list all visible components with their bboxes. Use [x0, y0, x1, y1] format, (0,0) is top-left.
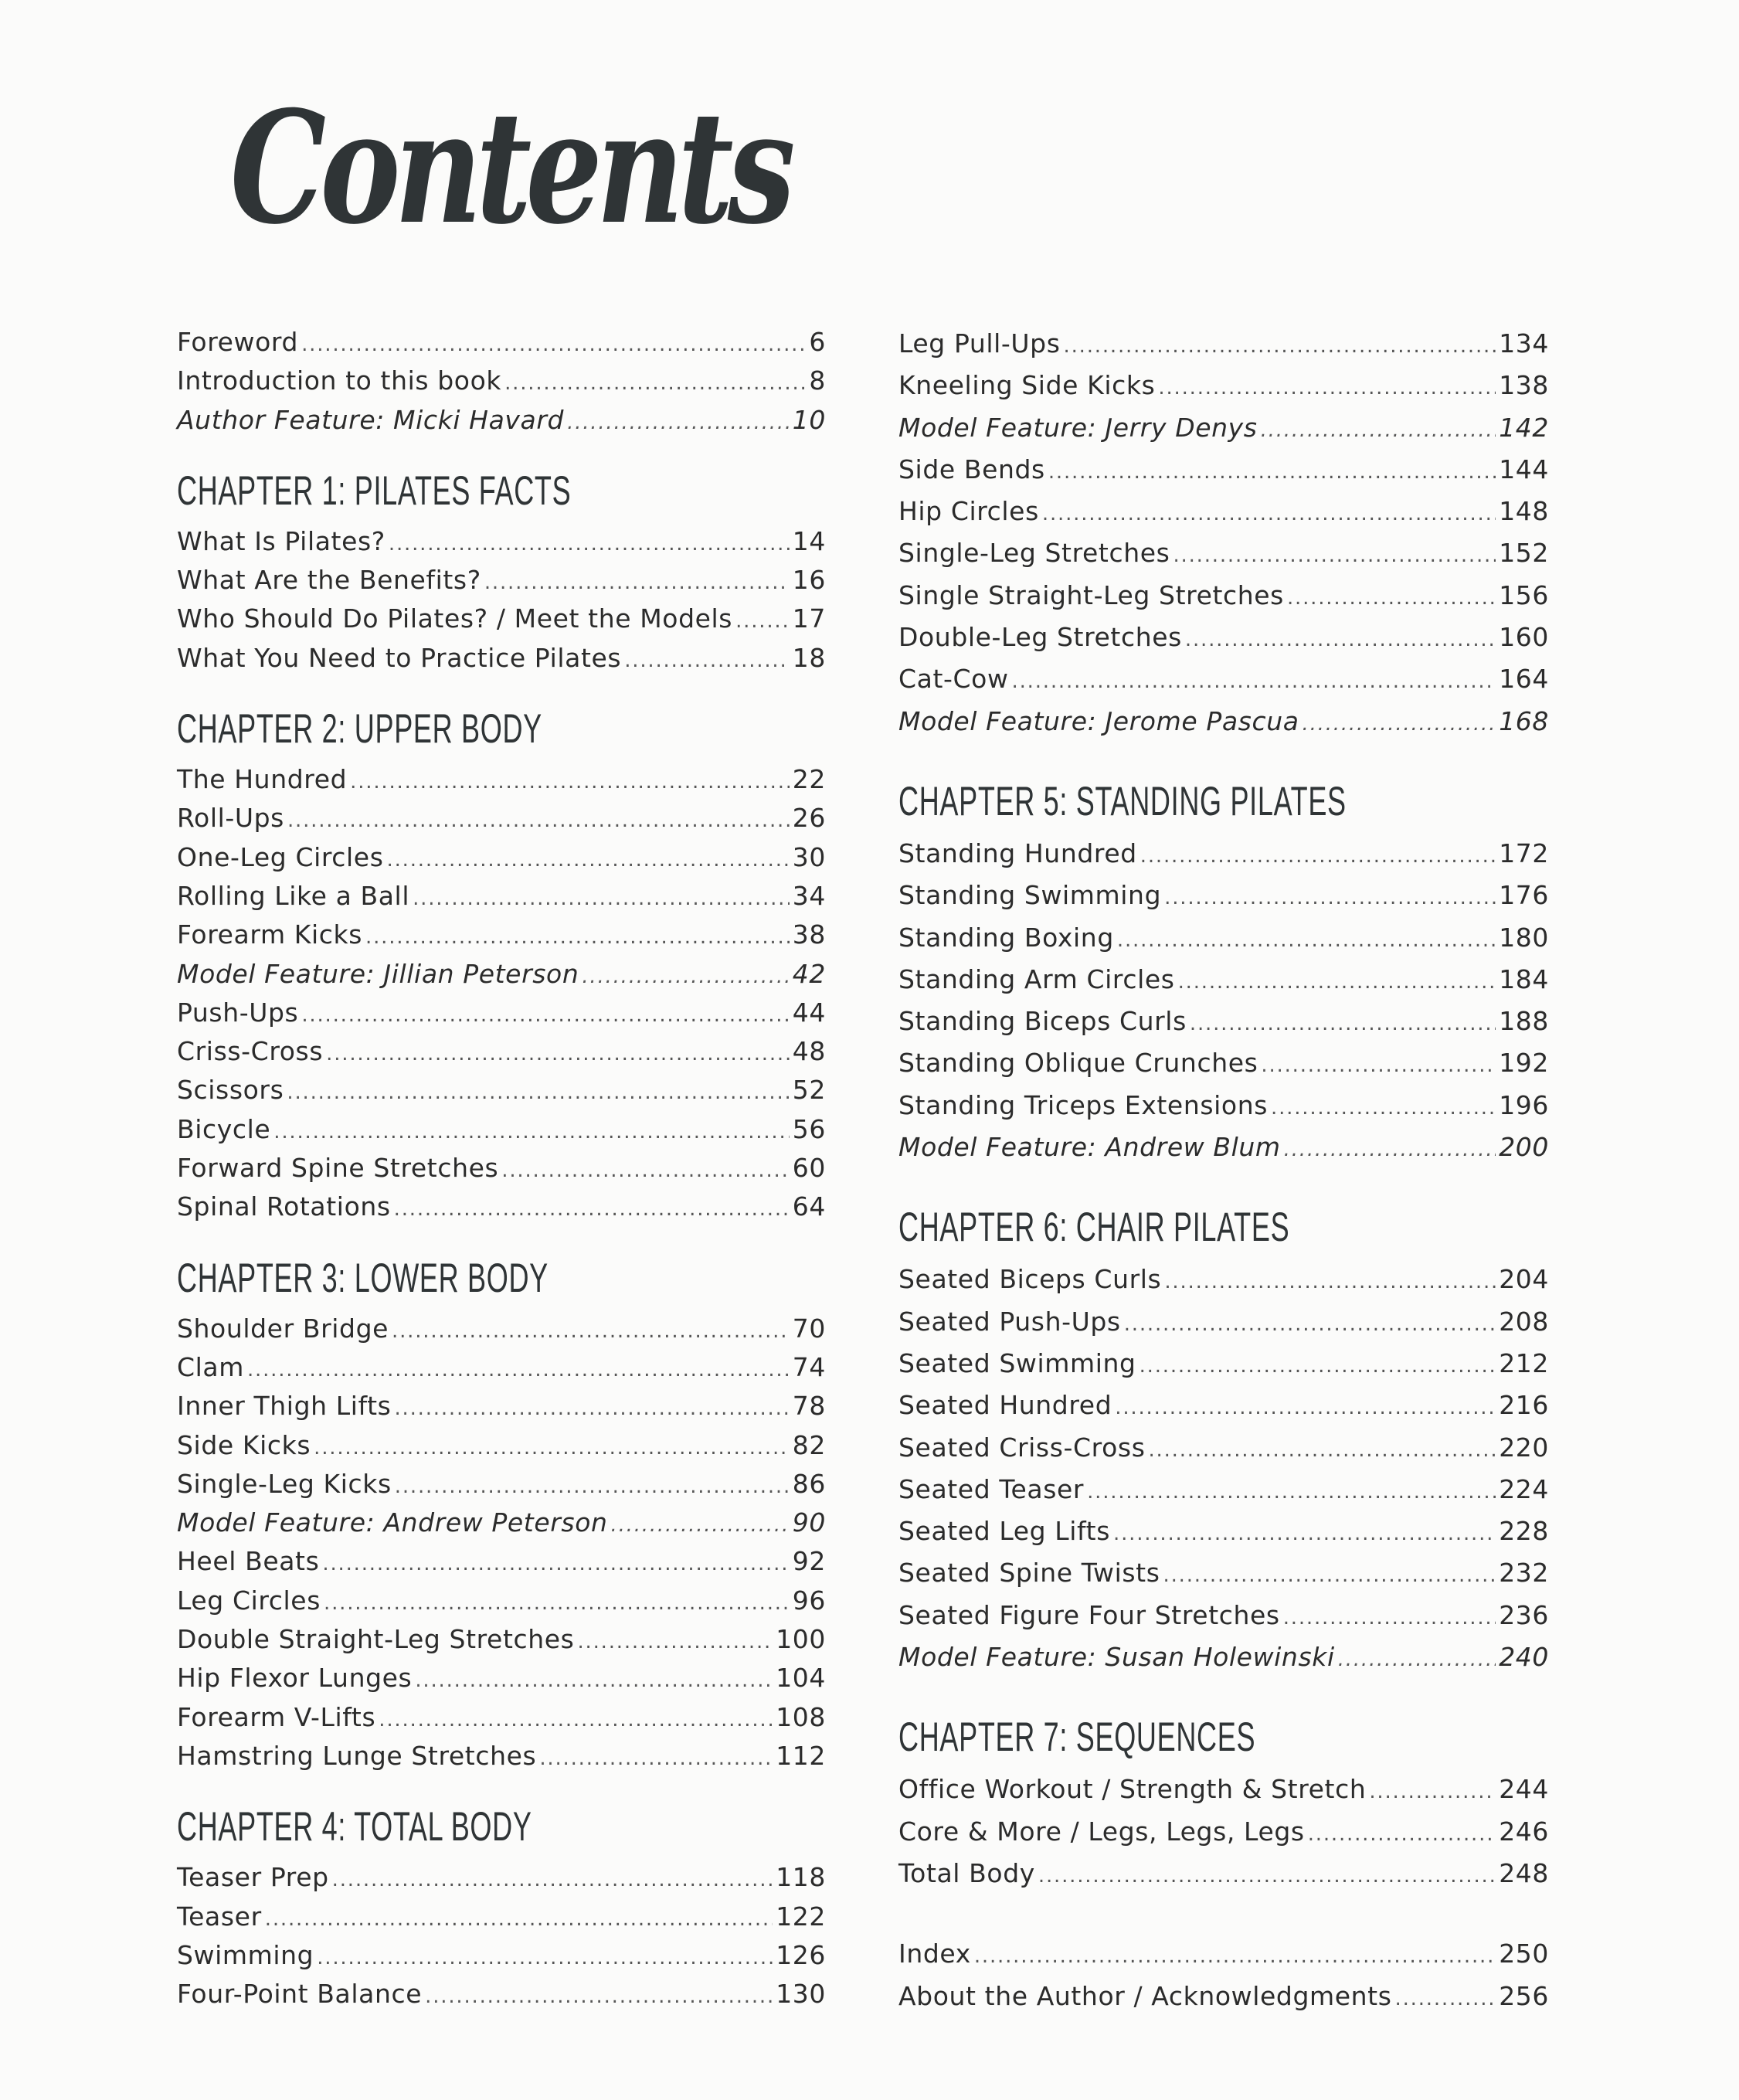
toc-entry-page-number: 184: [1499, 963, 1549, 994]
toc-entry[interactable]: [898, 1385, 1549, 1426]
toc-entry[interactable]: [177, 799, 826, 838]
toc-entry[interactable]: [177, 1582, 826, 1620]
toc-entry-label: Teaser: [177, 1901, 262, 1932]
toc-entry-page-number: 240: [1499, 1642, 1549, 1673]
toc-entry-page-number: 134: [1499, 328, 1549, 358]
toc-entry[interactable]: [177, 1426, 826, 1465]
dot-leader: [273, 1113, 790, 1151]
toc-entry-label: Bicycle: [177, 1113, 271, 1144]
toc-entry-page-number: 82: [792, 1429, 826, 1460]
toc-entry-page-number: 78: [792, 1391, 826, 1422]
toc-entry-page-number: 144: [1499, 454, 1549, 484]
toc-entry[interactable]: [177, 522, 826, 561]
toc-entry-page-number: 6: [809, 327, 826, 357]
dot-leader: [415, 1661, 773, 1700]
toc-entry-label: Model Feature: Jerry Denys: [898, 412, 1258, 443]
dot-leader: [1190, 1003, 1496, 1045]
toc-entry-label: Seated Teaser: [898, 1473, 1085, 1504]
toc-entry[interactable]: [898, 1853, 1549, 1894]
dot-leader: [1173, 535, 1496, 576]
toc-entry-page-number: 152: [1499, 538, 1549, 569]
toc-entry[interactable]: [898, 658, 1549, 700]
dot-leader: [624, 641, 790, 680]
dot-leader: [1185, 619, 1496, 661]
dot-leader: [265, 1900, 773, 1939]
toc-entry-label: Standing Triceps Extensions: [898, 1089, 1269, 1120]
toc-entry-page-number: 17: [792, 603, 826, 634]
toc-entry-label: Standing Biceps Curls: [898, 1006, 1187, 1037]
dot-leader: [326, 1035, 790, 1073]
dot-leader: [1064, 325, 1496, 367]
toc-entry[interactable]: [898, 1126, 1549, 1168]
toc-entry[interactable]: [898, 833, 1549, 875]
dot-leader: [1164, 877, 1496, 919]
toc-entry[interactable]: [898, 1343, 1549, 1385]
toc-entry[interactable]: [177, 1542, 826, 1581]
toc-entry[interactable]: [898, 1769, 1549, 1810]
toc-entry[interactable]: [177, 1737, 826, 1775]
chapter-heading: CHAPTER 5: STANDING PILATES: [898, 778, 1347, 824]
dot-leader: [379, 1701, 773, 1739]
toc-entry[interactable]: [898, 1301, 1549, 1343]
toc-entry-page-number: 42: [792, 958, 826, 989]
dot-leader: [389, 525, 790, 563]
dot-leader: [1164, 1261, 1496, 1303]
toc-entry-page-number: 256: [1499, 1980, 1549, 2011]
toc-entry[interactable]: [898, 1976, 1549, 2017]
toc-entry[interactable]: [898, 1933, 1549, 1975]
toc-entry-label: Seated Swimming: [898, 1347, 1136, 1378]
toc-entry[interactable]: [177, 1659, 826, 1697]
dot-leader: [394, 1190, 790, 1228]
toc-entry-label: Standing Boxing: [898, 922, 1114, 953]
dot-leader: [1117, 919, 1496, 961]
toc-entry[interactable]: [177, 1620, 826, 1659]
toc-entry-label: Double Straight-Leg Stretches: [177, 1624, 575, 1655]
dot-leader: [1369, 1771, 1496, 1813]
dot-leader: [484, 563, 790, 602]
toc-entry-label: Model Feature: Jillian Peterson: [177, 958, 579, 989]
toc-section: [898, 778, 1549, 1168]
toc-entry[interactable]: [898, 365, 1549, 406]
toc-entry[interactable]: [898, 1259, 1549, 1300]
toc-entry-label: Heel Beats: [177, 1546, 320, 1577]
toc-entry[interactable]: [177, 401, 826, 440]
toc-entry-label: Model Feature: Andrew Blum: [898, 1132, 1281, 1163]
dot-leader: [735, 602, 790, 641]
dot-leader: [1012, 661, 1496, 702]
toc-entry[interactable]: [898, 1427, 1549, 1469]
toc-entry[interactable]: [177, 561, 826, 600]
toc-entry[interactable]: [177, 639, 826, 678]
toc-entry-label: Model Feature: Susan Holewinski: [898, 1642, 1335, 1673]
toc-entry-page-number: 250: [1499, 1939, 1549, 1969]
dot-leader: [287, 1073, 789, 1112]
dot-leader: [1148, 1429, 1496, 1471]
toc-entry-page-number: 236: [1499, 1599, 1549, 1630]
toc-section: [898, 1714, 1549, 1894]
toc-entry[interactable]: [177, 1698, 826, 1737]
toc-entry-label: Forward Spine Stretches: [177, 1153, 499, 1184]
toc-entry-label: The Hundred: [177, 764, 348, 795]
toc-entry[interactable]: [177, 1465, 826, 1504]
dot-leader: [301, 996, 789, 1035]
dot-leader: [392, 1312, 790, 1351]
contents-left-column: [177, 323, 826, 2013]
toc-entry-page-number: 200: [1499, 1132, 1549, 1163]
toc-entry[interactable]: [898, 917, 1549, 959]
dot-leader: [324, 1584, 790, 1623]
toc-entry-label: Seated Spine Twists: [898, 1558, 1160, 1589]
dot-leader: [301, 325, 806, 364]
toc-entry[interactable]: [898, 323, 1549, 365]
chapter-heading: CHAPTER 3: LOWER BODY: [177, 1255, 549, 1301]
toc-entry-label: Teaser Prep: [177, 1862, 329, 1893]
toc-entry-page-number: 60: [792, 1153, 826, 1184]
toc-entry[interactable]: [177, 1348, 826, 1387]
dot-leader: [577, 1623, 773, 1661]
toc-entry[interactable]: [177, 1310, 826, 1348]
toc-entry-label: Who Should Do Pilates? / Meet the Models: [177, 603, 733, 634]
dot-leader: [1163, 1555, 1496, 1596]
toc-entry-page-number: 160: [1499, 622, 1549, 653]
toc-entry-label: Standing Swimming: [898, 880, 1162, 911]
toc-entry-label: Foreword: [177, 327, 299, 357]
toc-entry-label: Forearm V-Lifts: [177, 1701, 376, 1732]
dot-leader: [1283, 1597, 1496, 1639]
toc-entry[interactable]: [177, 955, 826, 994]
toc-entry[interactable]: [898, 407, 1549, 449]
toc-entry-page-number: 56: [792, 1113, 826, 1144]
toc-entry-page-number: 164: [1499, 664, 1549, 695]
toc-entry[interactable]: [177, 1071, 826, 1109]
toc-section: [177, 467, 826, 678]
toc-entry-page-number: 48: [792, 1036, 826, 1067]
toc-entry-page-number: 16: [792, 565, 826, 596]
toc-entry-page-number: 34: [792, 880, 826, 911]
toc-entry-label: What You Need to Practice Pilates: [177, 642, 622, 673]
toc-entry-page-number: 192: [1499, 1048, 1549, 1079]
toc-entry[interactable]: [177, 994, 826, 1032]
chapter-heading: CHAPTER 6: CHAIR PILATES: [898, 1205, 1290, 1251]
toc-entry-page-number: 126: [776, 1939, 826, 1970]
toc-entry[interactable]: [177, 916, 826, 954]
toc-entry-label: Model Feature: Jerome Pascua: [898, 705, 1299, 736]
dot-leader: [1303, 703, 1496, 745]
toc-entry-label: Standing Hundred: [898, 838, 1137, 868]
toc-entry-page-number: 196: [1499, 1089, 1549, 1120]
dot-leader: [317, 1939, 773, 1977]
toc-entry-page-number: 92: [792, 1546, 826, 1577]
toc-entry-page-number: 30: [792, 841, 826, 872]
toc-entry-page-number: 244: [1499, 1774, 1549, 1805]
toc-entry-page-number: 246: [1499, 1816, 1549, 1847]
toc-entry[interactable]: [177, 1110, 826, 1149]
dot-leader: [1261, 1045, 1496, 1086]
dot-leader: [314, 1429, 790, 1467]
toc-entry-label: Single Straight-Leg Stretches: [898, 579, 1284, 610]
toc-entry[interactable]: [898, 701, 1549, 742]
toc-entry-label: Clam: [177, 1351, 244, 1382]
dot-leader: [1271, 1087, 1496, 1129]
toc-entry-page-number: 216: [1499, 1390, 1549, 1421]
toc-entry-label: Hip Circles: [898, 496, 1039, 527]
toc-entry-label: Introduction to this book: [177, 365, 502, 396]
toc-entry-label: Cat-Cow: [898, 664, 1009, 695]
dot-leader: [974, 1935, 1496, 1977]
toc-entry-label: What Are the Benefits?: [177, 565, 481, 596]
toc-entry-page-number: 74: [792, 1351, 826, 1382]
toc-section: [898, 1207, 1549, 1678]
dot-leader: [1048, 451, 1496, 493]
toc-entry[interactable]: [177, 600, 826, 638]
dot-leader: [1115, 1387, 1496, 1429]
toc-entry-label: Kneeling Side Kicks: [898, 370, 1156, 401]
dot-leader: [1287, 577, 1496, 619]
toc-entry-page-number: 220: [1499, 1432, 1549, 1463]
dot-leader: [1178, 961, 1496, 1003]
toc-entry[interactable]: [898, 1552, 1549, 1594]
toc-entry-label: Single-Leg Stretches: [898, 538, 1170, 569]
toc-entry-label: Double-Leg Stretches: [898, 622, 1182, 653]
dot-leader: [322, 1544, 789, 1583]
dot-leader: [1284, 1129, 1496, 1171]
dot-leader: [365, 918, 790, 957]
dot-leader: [350, 763, 790, 801]
toc-entry-label: Push-Ups: [177, 997, 299, 1028]
toc-entry[interactable]: [177, 1149, 826, 1188]
dot-leader: [1338, 1639, 1496, 1680]
toc-entry-label: Single-Leg Kicks: [177, 1468, 392, 1499]
toc-entry-page-number: 168: [1499, 705, 1549, 736]
toc-section: [177, 1255, 826, 1776]
dot-leader: [504, 364, 806, 403]
toc-entry-page-number: 130: [776, 1979, 826, 2010]
toc-entry-label: Scissors: [177, 1075, 284, 1106]
toc-entry-label: Office Workout / Strength & Stretch: [898, 1774, 1367, 1805]
dot-leader: [1140, 835, 1496, 877]
toc-entry-label: Seated Leg Lifts: [898, 1516, 1111, 1547]
toc-entry-page-number: 148: [1499, 496, 1549, 527]
dot-leader: [567, 403, 790, 442]
dot-leader: [394, 1389, 789, 1428]
toc-entry[interactable]: [177, 1936, 826, 1975]
toc-entry-page-number: 14: [792, 525, 826, 556]
toc-entry[interactable]: [898, 959, 1549, 1001]
toc-entry-label: Hamstring Lunge Stretches: [177, 1740, 537, 1771]
toc-entry-label: Spinal Rotations: [177, 1191, 391, 1222]
dot-leader: [1140, 1345, 1496, 1387]
toc-entry[interactable]: [898, 875, 1549, 916]
toc-entry[interactable]: [177, 1387, 826, 1425]
toc-entry-label: Seated Hundred: [898, 1390, 1112, 1421]
toc-entry-page-number: 104: [776, 1663, 826, 1694]
toc-entry-page-number: 64: [792, 1191, 826, 1222]
toc-entry[interactable]: [898, 1811, 1549, 1853]
toc-section: [898, 1894, 1549, 2017]
toc-entry[interactable]: [177, 1188, 826, 1226]
toc-entry-label: Side Kicks: [177, 1429, 311, 1460]
toc-entry-label: Leg Pull-Ups: [898, 328, 1061, 358]
toc-entry[interactable]: [898, 1085, 1549, 1126]
dot-leader: [387, 841, 790, 879]
dot-leader: [1038, 1855, 1496, 1897]
toc-section: [177, 708, 826, 1227]
dot-leader: [1158, 367, 1496, 409]
toc-entry-page-number: 212: [1499, 1347, 1549, 1378]
toc-entry-label: About the Author / Acknowledgments: [898, 1980, 1392, 2011]
toc-entry-label: Four-Point Balance: [177, 1979, 423, 2010]
dot-leader: [1261, 409, 1496, 451]
toc-entry-label: One-Leg Circles: [177, 841, 384, 872]
toc-entry[interactable]: [177, 838, 826, 877]
toc-entry[interactable]: [177, 1975, 826, 2013]
toc-entry-page-number: 232: [1499, 1558, 1549, 1589]
toc-entry[interactable]: [177, 323, 826, 362]
toc-entry-label: What Is Pilates?: [177, 525, 386, 556]
dot-leader: [287, 801, 790, 840]
toc-entry-label: Side Bends: [898, 454, 1045, 484]
toc-entry-page-number: 112: [776, 1740, 826, 1771]
chapter-heading: CHAPTER 7: SEQUENCES: [898, 1714, 1256, 1761]
toc-entry-page-number: 142: [1499, 412, 1549, 443]
toc-entry-label: Roll-Ups: [177, 803, 284, 834]
toc-entry-page-number: 22: [792, 764, 826, 795]
toc-section: [898, 323, 1549, 742]
toc-entry-label: Swimming: [177, 1939, 314, 1970]
toc-entry[interactable]: [177, 1898, 826, 1936]
dot-leader: [611, 1506, 790, 1544]
toc-entry-page-number: 176: [1499, 880, 1549, 911]
toc-entry-page-number: 172: [1499, 838, 1549, 868]
toc-entry-page-number: 108: [776, 1701, 826, 1732]
toc-entry-label: Author Feature: Micki Havard: [177, 404, 565, 435]
toc-entry[interactable]: [177, 760, 826, 799]
toc-entry[interactable]: [898, 575, 1549, 617]
toc-entry-page-number: 96: [792, 1585, 826, 1616]
toc-entry-label: Rolling Like a Ball: [177, 880, 410, 911]
dot-leader: [425, 1977, 773, 2016]
dot-leader: [1124, 1303, 1496, 1345]
dot-leader: [247, 1351, 790, 1389]
toc-entry-label: Model Feature: Andrew Peterson: [177, 1507, 608, 1538]
toc-entry[interactable]: [898, 1001, 1549, 1042]
chapter-heading: CHAPTER 4: TOTAL BODY: [177, 1804, 532, 1850]
toc-entry-page-number: 228: [1499, 1516, 1549, 1547]
toc-entry-page-number: 52: [792, 1075, 826, 1106]
page-title: Contents: [230, 77, 790, 259]
toc-entry-page-number: 208: [1499, 1306, 1549, 1337]
toc-entry-page-number: 122: [776, 1901, 826, 1932]
dot-leader: [1395, 1978, 1496, 2020]
toc-entry-label: Hip Flexor Lunges: [177, 1663, 413, 1694]
dot-leader: [582, 957, 789, 996]
dot-leader: [1042, 493, 1496, 535]
toc-entry-label: Standing Arm Circles: [898, 963, 1175, 994]
toc-entry-label: Seated Push-Ups: [898, 1306, 1121, 1337]
dot-leader: [1113, 1513, 1496, 1555]
toc-entry-page-number: 138: [1499, 370, 1549, 401]
toc-entry[interactable]: [177, 1032, 826, 1071]
dot-leader: [501, 1151, 790, 1190]
dot-leader: [413, 879, 790, 918]
section-spacer: [898, 1894, 1549, 1933]
toc-entry-label: Seated Figure Four Stretches: [898, 1599, 1280, 1630]
toc-entry-label: Forearm Kicks: [177, 919, 363, 950]
toc-entry[interactable]: [898, 532, 1549, 574]
toc-entry-label: Seated Criss-Cross: [898, 1432, 1146, 1463]
toc-entry[interactable]: [898, 1469, 1549, 1510]
toc-entry[interactable]: [898, 1510, 1549, 1552]
toc-entry-page-number: 70: [792, 1313, 826, 1344]
dot-leader: [332, 1860, 773, 1899]
contents-right-column: [898, 323, 1549, 2017]
toc-entry-page-number: 38: [792, 919, 826, 950]
toc-entry-page-number: 44: [792, 997, 826, 1028]
toc-entry[interactable]: [898, 1595, 1549, 1636]
toc-entry-page-number: 224: [1499, 1473, 1549, 1504]
toc-entry[interactable]: [177, 362, 826, 400]
toc-entry-page-number: 188: [1499, 1006, 1549, 1037]
toc-entry-page-number: 118: [776, 1862, 826, 1893]
chapter-heading: CHAPTER 1: PILATES FACTS: [177, 467, 572, 514]
toc-entry-page-number: 90: [792, 1507, 826, 1538]
toc-entry-label: Inner Thigh Lifts: [177, 1391, 392, 1422]
toc-entry-label: Shoulder Bridge: [177, 1313, 389, 1344]
toc-entry-label: Seated Biceps Curls: [898, 1264, 1162, 1295]
toc-entry-page-number: 100: [776, 1624, 826, 1655]
toc-entry[interactable]: [898, 617, 1549, 658]
toc-entry[interactable]: [898, 491, 1549, 532]
toc-entry-page-number: 18: [792, 642, 826, 673]
dot-leader: [1308, 1813, 1496, 1855]
dot-leader: [1087, 1471, 1496, 1513]
toc-entry[interactable]: [898, 1636, 1549, 1678]
toc-entry-label: Criss-Cross: [177, 1036, 324, 1067]
toc-entry-page-number: 10: [792, 404, 826, 435]
toc-entry[interactable]: [177, 1858, 826, 1897]
toc-entry[interactable]: [177, 877, 826, 916]
toc-entry[interactable]: [898, 449, 1549, 491]
toc-entry-page-number: 26: [792, 803, 826, 834]
chapter-heading: CHAPTER 2: UPPER BODY: [177, 706, 542, 753]
toc-entry-page-number: 204: [1499, 1264, 1549, 1295]
toc-entry-label: Leg Circles: [177, 1585, 321, 1616]
toc-entry[interactable]: [177, 1504, 826, 1542]
toc-entry-page-number: 86: [792, 1468, 826, 1499]
toc-entry-label: Index: [898, 1939, 971, 1969]
toc-entry-page-number: 156: [1499, 579, 1549, 610]
toc-section: [177, 323, 826, 440]
dot-leader: [539, 1739, 773, 1778]
toc-entry-label: Standing Oblique Crunches: [898, 1048, 1258, 1079]
dot-leader: [395, 1467, 790, 1506]
toc-entry[interactable]: [898, 1042, 1549, 1084]
toc-entry-page-number: 180: [1499, 922, 1549, 953]
toc-entry-label: Total Body: [898, 1857, 1035, 1888]
toc-entry-label: Core & More / Legs, Legs, Legs: [898, 1816, 1305, 1847]
toc-entry-page-number: 248: [1499, 1857, 1549, 1888]
toc-entry-page-number: 8: [809, 365, 826, 396]
toc-section: [177, 1806, 826, 2013]
